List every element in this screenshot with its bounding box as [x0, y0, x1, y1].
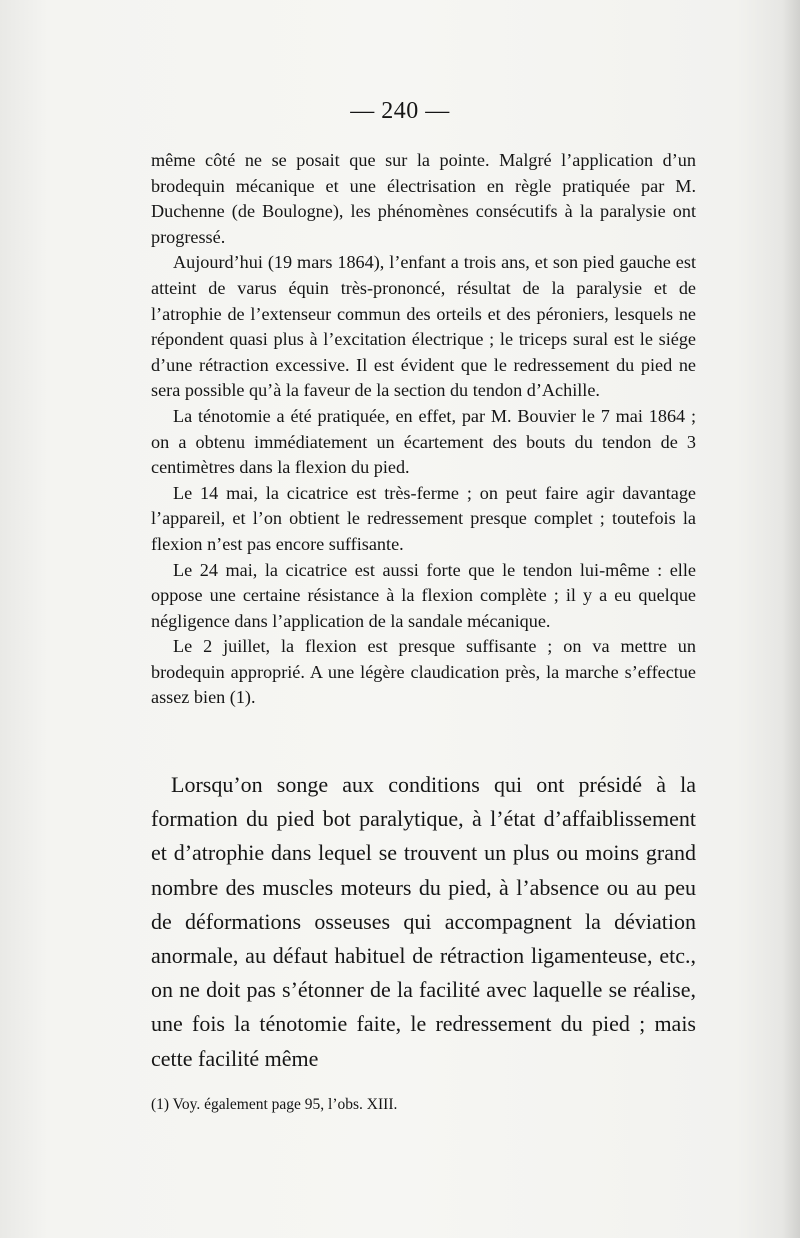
paragraph: Le 24 mai, la cicatrice est aussi forte que le tendon lui-même : elle oppose une certaine résistance à la flexion complète ; il y a eu quelque négligence dans l’application de la sandale mécanique.	[151, 559, 696, 631]
paragraph: même côté ne se posait que sur la pointe. Malgré l’application d’un brodequin mécanique et une électrisation en règle pratiquée par M. Duchenne (de Boulogne), les phénomènes consécutifs à la paralysie ont progressé.	[151, 150, 696, 247]
paragraph: Lorsqu’on songe aux conditions qui ont présidé à la formation du pied bot paralytique, à l’état d’affaiblissement et d’atrophie dans lequel se trouvent un plus ou moins grand nombre des muscles moteurs du pied, à l’absence ou au peu de déformations osseuses qui accompagnent la déviation anormale, au défaut habituel de rétraction ligamenteuse, etc., on ne doit pas s’étonner de la facilité avec laquelle se réalise, une fois la ténotomie faite, le redressement du pied ; mais cette facilité même	[151, 772, 696, 1071]
main-discussion-text	[151, 768, 696, 1076]
paragraph: Le 2 juillet, la flexion est presque suffisante ; on va mettre un brodequin approprié. A une légère claudication près, la marche s’effectue assez bien (1).	[151, 636, 696, 708]
paragraph: La ténotomie a été pratiquée, en effet, par M. Bouvier le 7 mai 1864 ; on a obtenu immédiatement un écartement des bouts du tendon de 3 centimètres dans la flexion du pied.	[151, 405, 696, 478]
paragraph: Aujourd’hui (19 mars 1864), l’enfant a trois ans, et son pied gauche est atteint de varus équin très-prononcé, résultat de la paralysie et de l’atrophie de l’extenseur commun des orteils et des péroniers, lesquels ne répondent quasi plus à l’excitation électrique ; le triceps sural est le siége d’une rétraction excessive. Il est évident que le redressement du pied ne sera possible qu’à la faveur de la section du tendon d’Achille.	[151, 252, 696, 401]
page-edge-shadow	[782, 0, 800, 1238]
paragraph: Le 14 mai, la cicatrice est très-ferme ; on peut faire agir davantage l’appareil, et l’on obtient le redressement presque complet ; toutefois la flexion n’est pas encore suffisante.	[151, 482, 696, 554]
page-number: — 240 —	[350, 98, 450, 124]
footnote: (1) Voy. également page 95, l’obs. XIII.	[151, 1096, 398, 1113]
case-observation-text	[151, 148, 696, 711]
